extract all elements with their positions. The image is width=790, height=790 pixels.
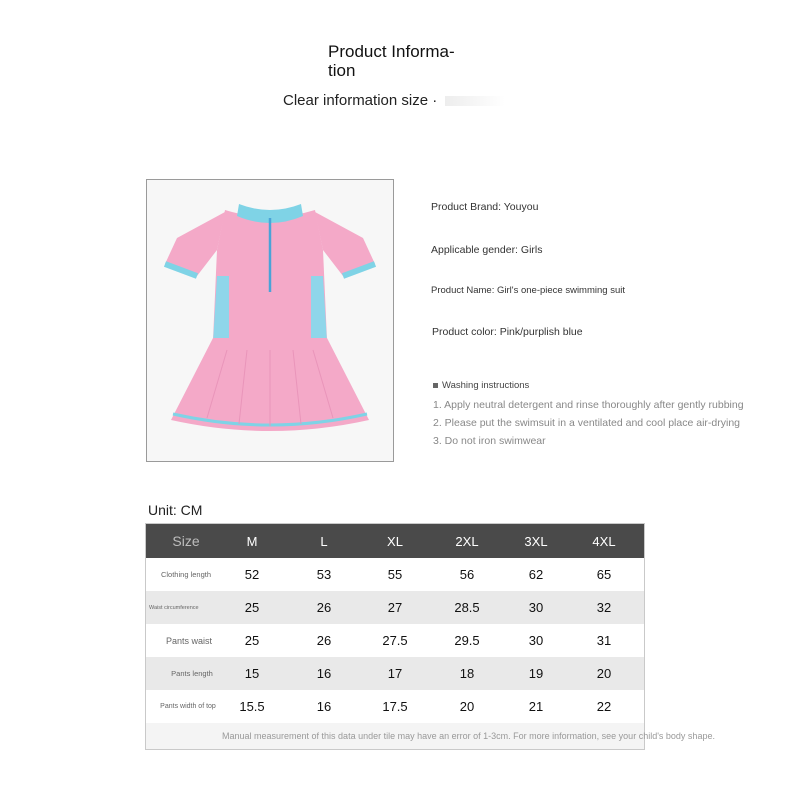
table-header-row [146,524,644,558]
info-gender: Applicable gender: Girls [431,244,543,256]
table-cell: 30 [528,633,544,648]
page-subtitle [283,92,505,109]
header-size-3xl: 3XL [524,533,548,549]
subtitle-text: Clear information size · [283,92,438,109]
bullet-square-icon [433,383,438,388]
table-cell: 19 [528,666,544,681]
measurement-note: Manual measurement of this data under tile may have an error of 1-3cm. For more information, see your child's body shape. [222,731,715,741]
table-cell: 17 [387,666,403,681]
table-cell: 18 [459,666,475,681]
header-size-m: M [246,533,258,549]
washing-heading [433,380,744,391]
subtitle-fade [445,96,505,106]
washing-item-2: 2. Please put the swimsuit in a ventilated and cool place air-drying [433,417,741,429]
row-label: Pants length [171,669,213,678]
row-label: Clothing length [160,570,212,579]
table-cell: 56 [459,567,475,582]
washing-item-1: 1. Apply neutral detergent and rinse thoroughly after gently rubbing [433,399,744,411]
table-cell: 27.5 [382,633,408,648]
table-cell: 62 [528,567,544,582]
header-size-4xl: 4XL [592,533,616,549]
row-label: Pants waist [165,635,213,646]
table-cell: 31 [596,633,612,648]
table-cell: 28.5 [454,600,480,615]
table-row [146,624,644,657]
table-row [146,690,644,723]
table-cell: 27 [387,600,403,615]
swimsuit-illustration [147,180,393,461]
table-cell: 52 [244,567,260,582]
table-cell: 20 [596,666,612,681]
unit-label: Unit: CM [148,502,203,518]
table-cell: 25 [244,633,260,648]
table-cell: 15.5 [239,699,265,714]
table-cell: 16 [316,666,332,681]
right-panel [311,276,327,342]
row-label: Waist circumference [149,604,199,611]
table-row [146,657,644,690]
table-cell: 30 [528,600,544,615]
info-brand: Product Brand: Youyou [431,201,539,213]
table-cell: 29.5 [454,633,480,648]
table-row [146,591,644,624]
table-cell: 16 [316,699,332,714]
table-cell: 26 [316,633,332,648]
size-table [145,523,645,750]
table-cell: 55 [387,567,403,582]
table-row [146,558,644,591]
washing-instructions [433,380,744,447]
washing-heading-text: Washing instructions [442,380,530,391]
table-cell: 20 [459,699,475,714]
product-image [146,179,394,462]
table-cell: 25 [244,600,260,615]
table-cell: 32 [596,600,612,615]
table-cell: 65 [596,567,612,582]
info-color: Product color: Pink/purplish blue [432,326,583,338]
row-label: Pants width of top [160,703,216,710]
header-size-label: Size [172,533,200,549]
table-cell: 17.5 [382,699,408,714]
header-size-xl: XL [387,533,403,549]
table-cell: 22 [596,699,612,714]
table-cell: 15 [244,666,260,681]
left-panel [213,276,229,342]
info-product-name: Product Name: Girl's one-piece swimming suit [431,285,625,296]
table-cell: 53 [316,567,332,582]
table-cell: 26 [316,600,332,615]
table-cell: 21 [528,699,544,714]
header-size-2xl: 2XL [455,533,479,549]
page-title: Product Informa- tion [328,42,455,80]
header-size-l: L [320,533,328,549]
washing-item-3: 3. Do not iron swimwear [433,435,546,447]
